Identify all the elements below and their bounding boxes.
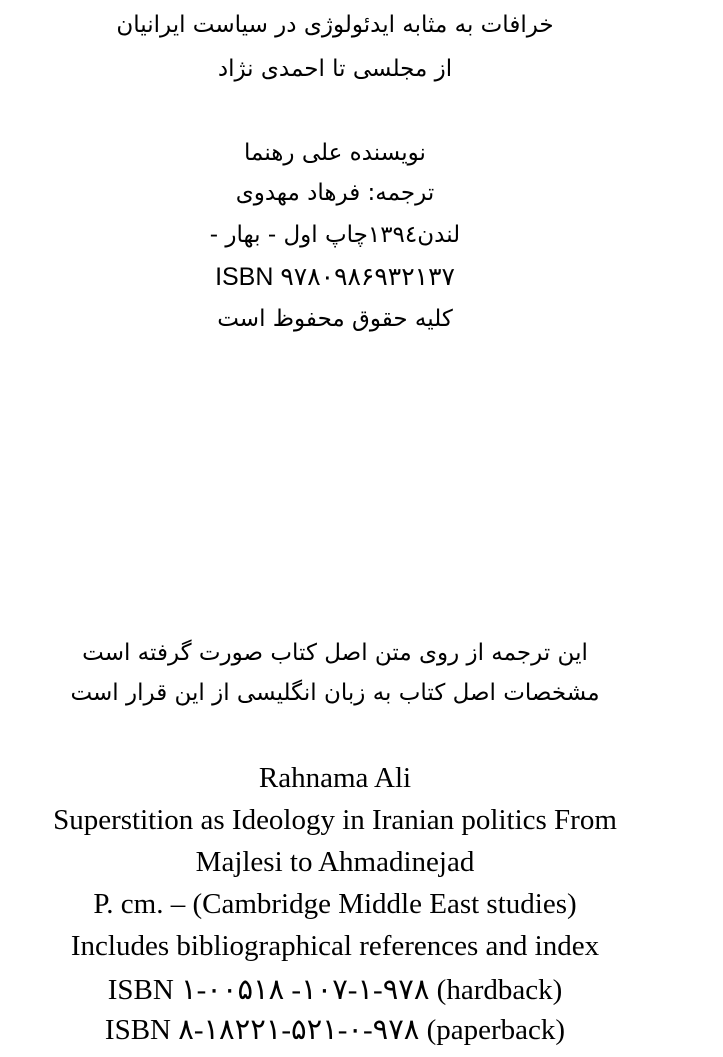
english-title-line-1: Superstition as Ideology in Iranian politics From (53, 804, 617, 836)
persian-rights: کلیه حقوق محفوظ است (217, 306, 453, 332)
persian-title-line-1: خرافات به مثابه ایدئولوژی در سیاست ایرانیان (116, 12, 554, 38)
english-notes: Includes bibliographical references and index (70, 930, 600, 962)
persian-isbn: ISBN ۹۷۸۰۹۸۶۹۳۲۱۳۷ (215, 263, 455, 291)
english-isbn-hardback: ISBN ۱-۰۰۵۱۸ -۱۰۷-۱-۹۷۸ (hardback) (107, 974, 563, 1006)
persian-translator: ترجمه: فرهاد مهدوی (235, 180, 435, 206)
english-isbn-paperback: ISBN ۸-۱۸۲۲۱-۵۲۱-۰-۹۷۸ (paperback) (104, 1014, 566, 1046)
persian-title-line-2: از مجلسی تا احمدی نژاد (217, 56, 453, 82)
source-note-line-1: این ترجمه از روی متن اصل کتاب صورت گرفته است (82, 640, 588, 666)
persian-edition: لندن۱۳۹٤چاپ اول - بهار - (209, 222, 461, 248)
source-note-line-2: مشخصات اصل کتاب به زبان انگلیسی از این قرار است (70, 680, 600, 706)
english-series: P. cm. – (Cambridge Middle East studies) (93, 888, 577, 920)
english-author: Rahnama Ali (258, 762, 412, 794)
english-title-line-2: Majlesi to Ahmadinejad (195, 846, 475, 878)
persian-author: نویسنده علی رهنما (244, 140, 426, 166)
